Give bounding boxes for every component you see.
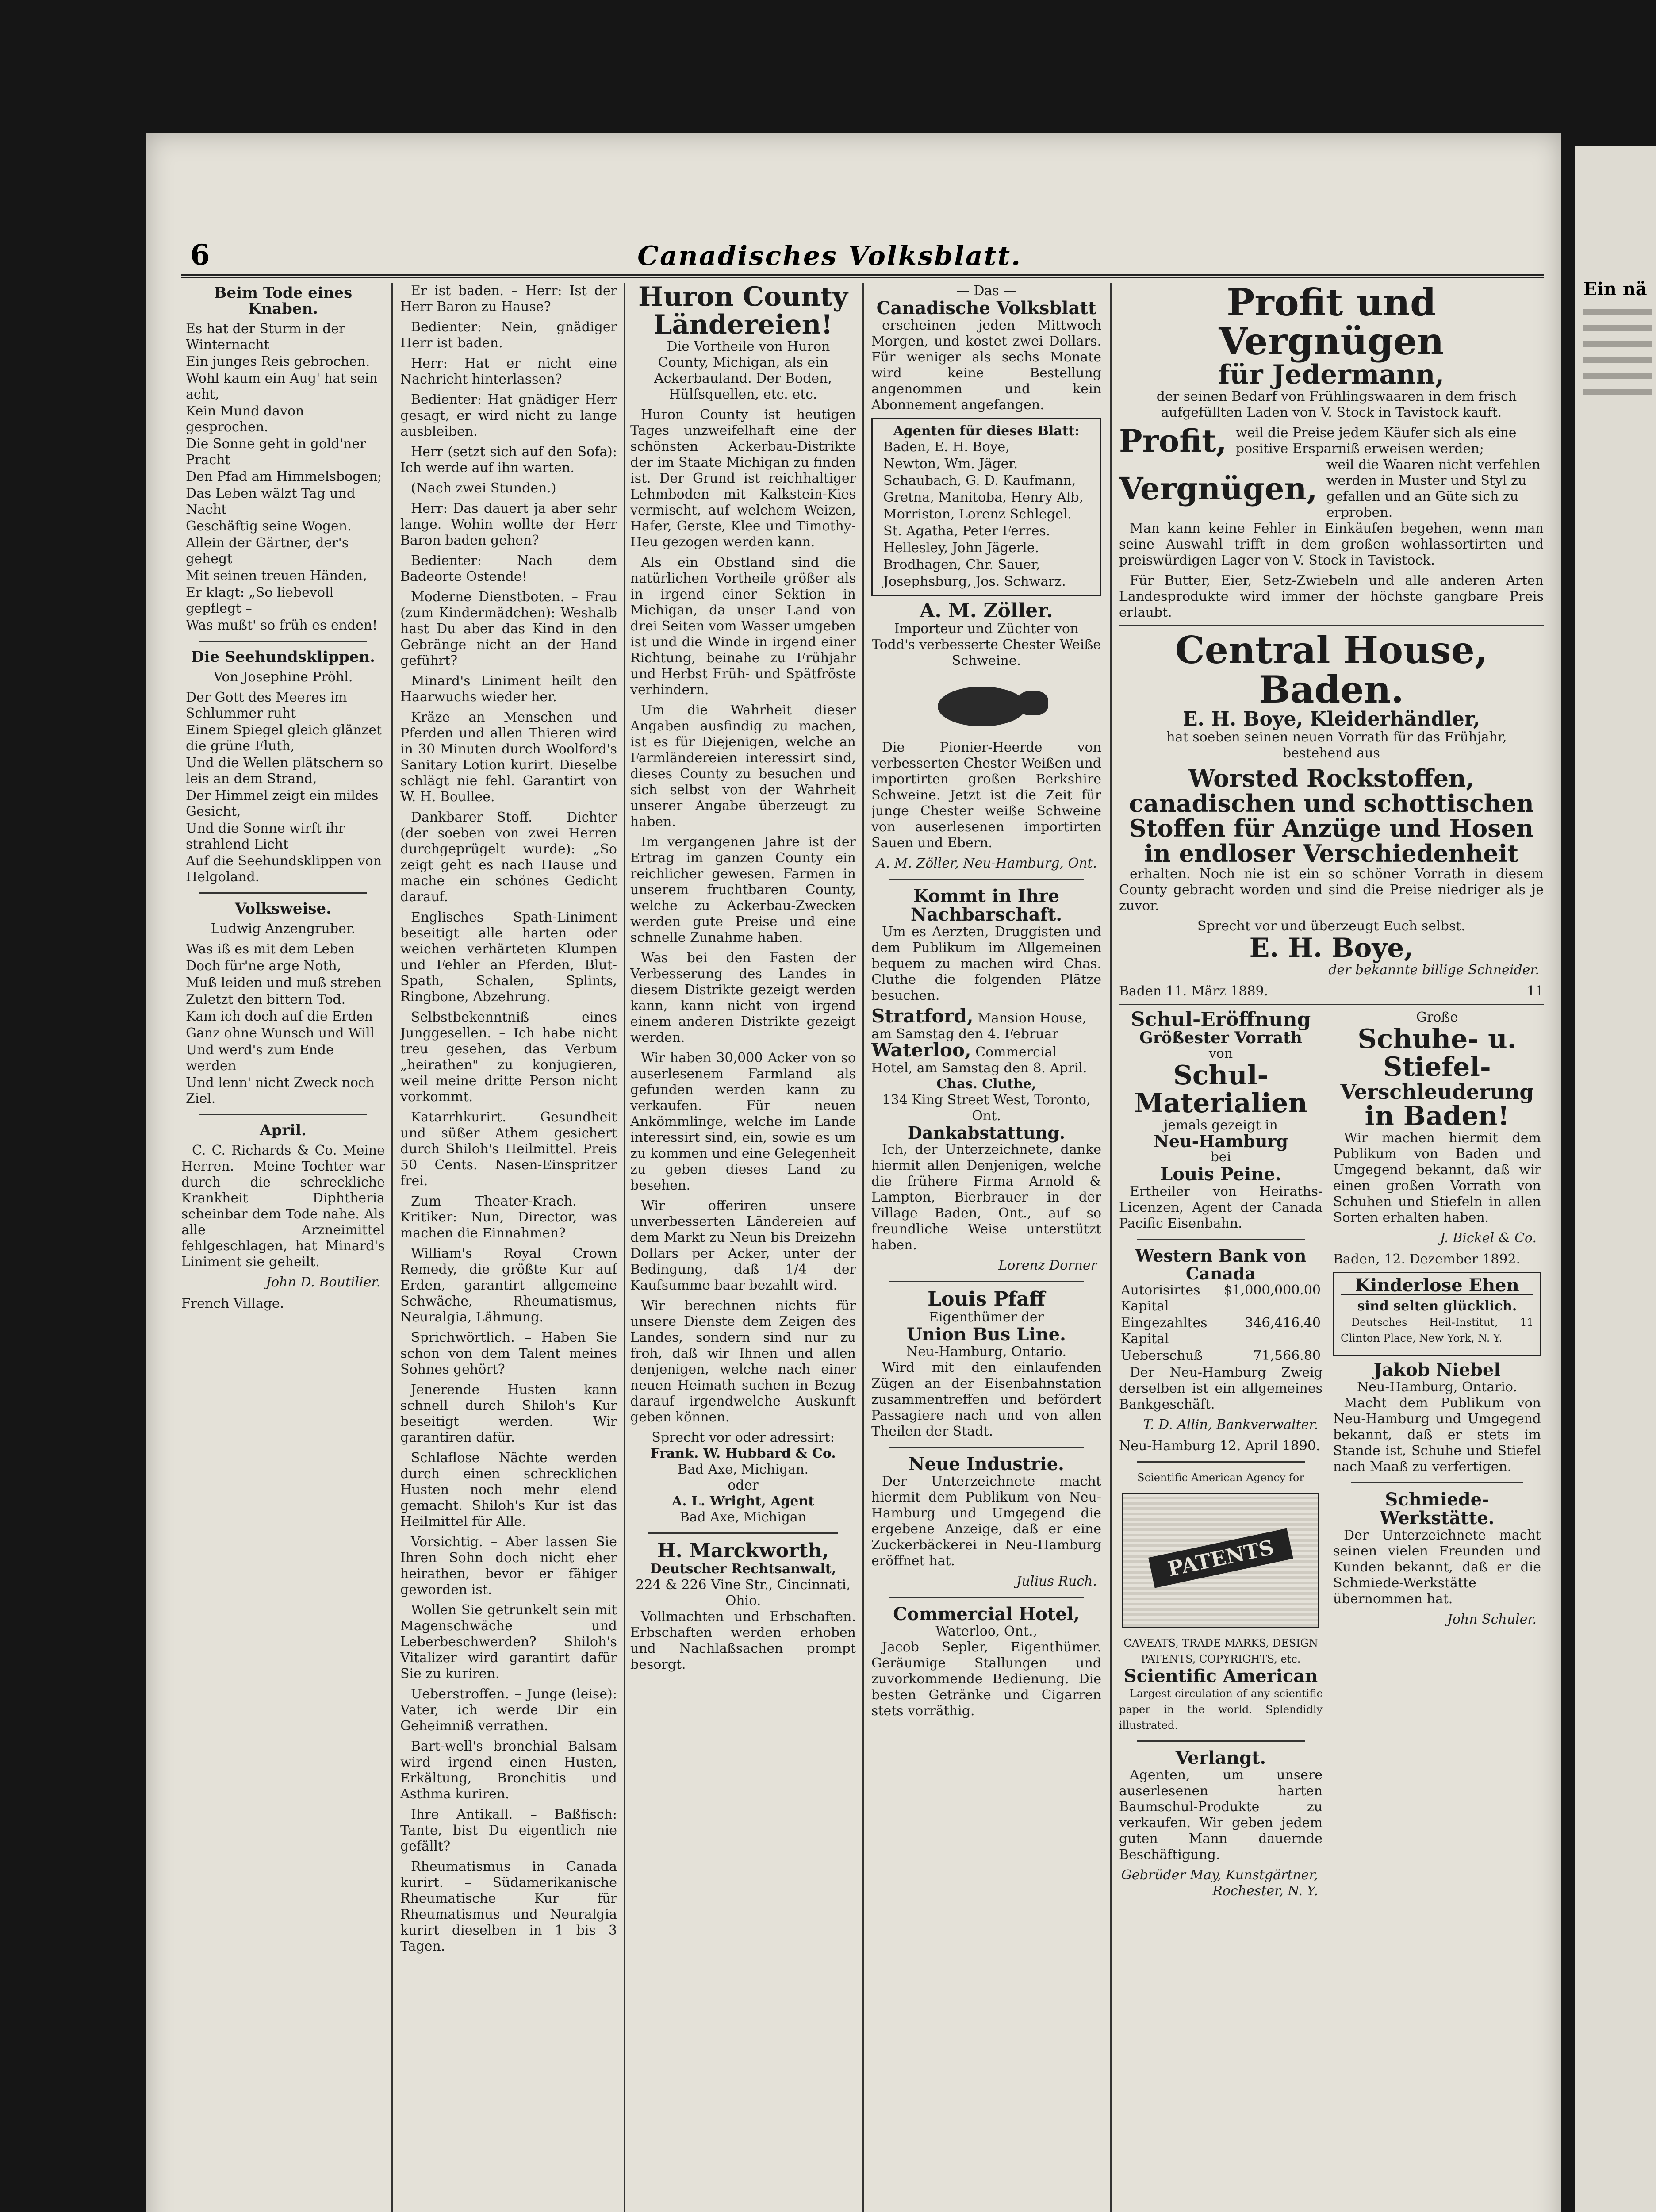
poem-line: Es hat der Sturm in der Winternacht	[186, 321, 345, 353]
commercial-sub: Waterloo, Ont.,	[935, 1624, 1038, 1640]
separator	[1119, 1004, 1544, 1005]
swine-illustration	[920, 673, 1053, 735]
bank-row-label: Ueberschuß	[1121, 1348, 1203, 1363]
poem-line: Ein junges Reis gebrochen.	[186, 354, 370, 369]
profit-intro: der seinen Bedarf von Frühlingswaaren in dem frisch aufgefüllten Laden von V. Stock in Tavistock kauft.	[1156, 389, 1517, 421]
poem-line: Allein der Gärtner, der's gehegt	[186, 535, 349, 567]
contact-name: Frank. W. Hubbard & Co.	[650, 1446, 836, 1461]
poem-title: Die Seehundsklippen.	[191, 648, 375, 666]
contact-intro: Sprecht vor oder adressirt:	[652, 1430, 835, 1445]
newspaper-page	[146, 133, 1561, 2212]
marckworth-sub: Deutscher Rechtsanwalt,	[650, 1561, 836, 1577]
patents-illustration	[1122, 1493, 1319, 1628]
lower-left-ads	[1119, 1010, 1322, 1905]
dialog-line: Bedienter: Hat gnädiger Herr gesagt, er wird nicht zu lange ausbleiben.	[400, 392, 617, 439]
pfaff-text: Wird mit den einlaufenden Zügen an der Eisenbahnstation zusammentreffen und befördert Passagiere nach und von allen Theilen der Stadt.	[871, 1360, 1101, 1440]
schuhe-date: Baden, 12. Dezember 1892.	[1333, 1251, 1521, 1267]
bank-row-amount: 71,566.80	[1253, 1348, 1321, 1363]
poem-line: Auf die Seehundsklippen von Helgoland.	[186, 853, 382, 885]
verschleuderung-title: Verschleuderung	[1340, 1079, 1534, 1104]
bank-row	[1121, 1315, 1321, 1347]
notice-text: C. C. Richards & Co. Meine Herren. – Meine Tochter war durch die schreckliche Krankheit Diphtheria scheinbar dem Tode nahe. Als alle Arzneimittel fehlgeschlagen, hat Minard's Liniment sie geheilt.	[181, 1143, 385, 1270]
zoller-text: Die Pionier-Heerde von verbesserten Chester Weißen und importirten großen Berkshire Schweine. Jetzt ist die Zeit für junge Chester weiße Schweine von auserlesenen importirten Sauen und Ebern.	[871, 740, 1101, 851]
poem-title: Volksweise.	[235, 900, 331, 918]
text-line	[1583, 325, 1652, 331]
text-line	[1583, 373, 1652, 379]
dialog-line: Herr (setzt sich auf den Sofa): Ich werde auf ihn warten.	[400, 444, 617, 476]
short-item: Katarrhkurirt. – Gesundheit und süßer Athem gesichert durch Shiloh's Heilmittel. Preis 50 Cents. Nasen-Einspritzer frei.	[400, 1110, 617, 1189]
waterloo-row	[871, 1039, 1101, 1076]
poem-line: Geschäftig seine Wogen.	[186, 518, 352, 534]
stratford-row	[871, 1005, 1101, 1042]
article-paragraph: Als ein Obstland sind die natürlichen Vortheile größer als in irgend einer Sektion in Michigan, da unser Land von drei Seiten vom Wasser umgeben ist und die Winde in irgend einer Richtung, beinahe zu Frühjahr und Herbst Früh- und Spätfröste verhindern.	[630, 555, 856, 698]
paper-name: Canadisches Volksblatt.	[637, 241, 1022, 272]
column-4	[871, 283, 1101, 2212]
page-number: 6	[190, 238, 210, 272]
agent-entry: Schaubach, G. D. Kaufmann,	[883, 473, 1076, 488]
poem-line: Kein Mund davon gesprochen.	[186, 403, 304, 435]
article-paragraph: Um die Wahrheit dieser Angaben ausfindig zu machen, ist es für Diejenigen, welche an Farmländereien interessirt sind, dieses County zu besuchen und sich selbst von der Wahrheit unserer Angabe überzeugt zu haben.	[630, 703, 856, 830]
text-line	[1583, 341, 1652, 347]
article-paragraph: Huron County ist heutigen Tages unzweifelhaft eine der schönsten Ackerbau-Distrikte der im Staate Michigan zu finden ist. Der Grund ist reichhaltiger Lehmboden mit Kalkstein-Kies vermischt, auf welchem Weizen, Hafer, Gerste, Klee und Timothy-Heu gezogen werden kann.	[630, 407, 856, 550]
bank-row	[1121, 1348, 1321, 1364]
cluthe-address: 134 King Street West, Toronto, Ont.	[882, 1092, 1091, 1124]
separator	[199, 641, 367, 642]
separator	[889, 1281, 1084, 1282]
agent-entry: Baden, E. H. Boye,	[883, 439, 1010, 455]
bank-date: Neu-Hamburg 12. April 1890.	[1119, 1438, 1320, 1454]
poem-line: Und die Sonne wirft ihr strahlend Licht	[186, 821, 345, 852]
schul-sub: Größester Vorrath	[1139, 1028, 1302, 1047]
column-rule	[624, 283, 625, 2212]
commercial-text: Jacob Sepler, Eigenthümer. Geräumige Stallungen und zuvorkommende Bedienung. Die besten Getränke und Cigarren stets vorräthig.	[871, 1640, 1101, 1719]
column-3	[630, 283, 856, 2212]
short-item: Wollen Sie getrunkelt sein mit Magenschwäche und Leberbeschwerden? Shiloh's Vitalizer wird garantirt dafür Sie zu kuriren.	[400, 1602, 617, 1682]
profit-butter: Für Butter, Eier, Setz-Zwiebeln und alle anderen Arten Landesprodukte wird immer der höchste gangbare Preis erlaubt.	[1119, 573, 1544, 621]
pfaff-title: Louis Pfaff	[928, 1288, 1045, 1311]
dialog-block	[400, 283, 617, 585]
schuhe-text: Wir machen hiermit dem Publikum von Baden und Umgegend bekannt, daß wir einen großen Vorrath von Schuhen und Stiefeln in allen Sorten erhalten haben.	[1333, 1130, 1541, 1225]
besuch-text: Um es Aerzten, Druggisten und dem Publikum im Allgemeinen bequem zu machen wird Chas. Cluthe die folgenden Plätze besuchen.	[871, 924, 1101, 1004]
commercial-title: Commercial Hotel,	[893, 1604, 1080, 1625]
next-page-edge	[1575, 146, 1656, 2212]
niebel-text: Macht dem Publikum von Neu-Hamburg und Umgegend bekannt, daß er stets im Stande ist, Schuhe und Stiefel nach Maaß zu verfertigen.	[1333, 1395, 1541, 1475]
zoller-signature: A. M. Zöller, Neu-Hamburg, Ont.	[876, 856, 1097, 872]
short-item: Vorsichtig. – Aber lassen Sie Ihren Sohn doch nicht eher heirathen, bevor er fähiger geworden ist.	[400, 1534, 617, 1598]
poem	[181, 321, 385, 634]
bank-row	[1121, 1283, 1321, 1314]
agents-box	[871, 418, 1101, 596]
masthead	[181, 234, 1544, 278]
bank-signature: T. D. Allin, Bankverwalter.	[1143, 1417, 1318, 1432]
short-item: Moderne Dienstboten. – Frau (zum Kindermädchen): Weshalb hast Du aber das Kind in den Gebränge nicht an der Hand geführt?	[400, 589, 617, 668]
bank-row-label: Autorisirtes Kapital	[1121, 1282, 1200, 1314]
next-page-fragment: Ein nä	[1583, 279, 1647, 300]
bank-table	[1119, 1283, 1322, 1364]
dialog-line: Herr: Hat er nicht eine Nachricht hinterlassen?	[400, 356, 617, 387]
poem-title: April.	[260, 1121, 307, 1139]
schul-materials: Schul-Materialien	[1134, 1060, 1307, 1119]
kinder-text: Deutsches Heil-Institut, 11 Clinton Place, New York, N. Y.	[1341, 1316, 1533, 1344]
poem-line: Muß leiden und muß streben	[186, 975, 382, 991]
lower-ads	[1119, 1010, 1544, 1905]
poem-line: Einem Spiegel gleich glänzet die grüne Fluth,	[186, 722, 382, 754]
contact-place: Bad Axe, Michigan.	[677, 1462, 809, 1477]
poem-line: Und lenn' nicht Zweck noch Ziel.	[186, 1075, 375, 1106]
central-date: Baden 11. März 1889.	[1119, 983, 1269, 999]
kinder-box	[1333, 1272, 1541, 1356]
separator	[1137, 1239, 1305, 1240]
vergnugen-text: weil die Waaren nicht verfehlen werden in Muster und Styl zu gefallen und an Güte sich zu erproben.	[1326, 457, 1541, 521]
separator	[648, 1532, 838, 1534]
schul-town: Neu-Hamburg	[1154, 1131, 1288, 1151]
schuhe-signature: J. Bickel & Co.	[1440, 1230, 1537, 1246]
article-paragraph: Im vergangenen Jahre ist der Ertrag im ganzen County ein reichlicher gewesen. Farmen in unserem fruchtbaren County, welche zu Ackerbau-Zwecken werden gute Preise und eine schnelle Zunahme haben.	[630, 834, 856, 945]
article-paragraph: Was bei den Fasten der Verbesserung des Landes in diesem Distrikte gezeigt werden kann, kann nicht von irgend einem anderen Distrikte gezeigt werden.	[630, 950, 856, 1045]
bank-title: Western Bank von Canada	[1135, 1245, 1307, 1283]
bank-row-amount: $1,000,000.00	[1223, 1282, 1321, 1298]
schul-bei: bei	[1210, 1149, 1231, 1165]
article-paragraph: Wir offeriren unsere unverbesserten Ländereien auf dem Markt zu Neun bis Dreizehn Dollars per Acker, unter der Bedingung, daß 1/4 der Kaufsumme baar bezahlt wird.	[630, 1198, 856, 1293]
poem-line: Wohl kaum ein Aug' hat sein acht,	[186, 371, 378, 402]
poem-line: Was iß es mit dem Leben	[186, 941, 355, 957]
huron-intro: Die Vortheile von Huron County, Michigan, als ein Ackerbauland. Der Boden, Hülfsquellen, etc. etc.	[654, 339, 832, 402]
column-rule	[862, 283, 864, 2212]
article-paragraph: Wir haben 30,000 Acker von so auserlesenem Farmland als gefunden werden kann zu verkaufen. Für neuen Ankömmlinge, welche im Lande interessirt sind, ein, sowie es um zu kommen und eine Gelegenheit zu geben dieses Land zu besehen.	[630, 1050, 856, 1193]
marckworth-text: Vollmachten und Erbschaften. Erbschaften werden erhoben und Nachlaßsachen prompt besorgt.	[630, 1609, 856, 1673]
separator	[199, 1114, 367, 1115]
pfaff-route: Neu-Hamburg, Ontario.	[906, 1344, 1066, 1360]
agent-entry: Brodhagen, Chr. Sauer,	[883, 557, 1040, 572]
column-2	[400, 283, 617, 2212]
short-item: Kräze an Menschen und Pferden und allen Thieren wird in 30 Minuten durch Woolford's Sanitary Lotion kurirt. Dieselbe schlägt nie fehl. Garantirt von W. H. Boullee.	[400, 710, 617, 805]
verlangt-signature: Gebrüder May, Kunstgärtner, Rochester, N. Y.	[1121, 1867, 1318, 1899]
short-item: Zum Theater-Krach. – Kritiker: Nun, Director, was machen die Einnahmen?	[400, 1194, 617, 1241]
stratford-detail: Mansion House, am Samstag den 4. Februar	[871, 1010, 1087, 1042]
short-item: Bart-well's bronchial Balsam wird irgend einen Husten, Erkältung, Bronchitis und Asthma kuriren.	[400, 1739, 617, 1802]
poem-line: Der Himmel zeigt ein mildes Gesicht,	[186, 788, 379, 819]
poem-author: Ludwig Anzengruber.	[211, 921, 356, 937]
contact-place: Bad Axe, Michigan	[679, 1509, 807, 1525]
separator	[199, 892, 367, 894]
separator	[1351, 1482, 1523, 1483]
marckworth-title: H. Marckworth,	[657, 1540, 829, 1562]
grosse-label: — Große —	[1399, 1009, 1476, 1025]
central-text: erhalten. Noch nie ist ein so schöner Vorrath in diesem County gebracht worden und sind die Preise niedriger als je zuvor.	[1119, 866, 1544, 914]
notice-signature: John D. Boutilier.	[266, 1275, 380, 1290]
poem-line: Zuletzt den bittern Tod.	[186, 992, 346, 1007]
zoller-sub: Importeur und Züchter von Todd's verbesserte Chester Weiße Schweine.	[871, 621, 1101, 669]
profit-subheadline: für Jedermann,	[1218, 359, 1445, 391]
poem-line: Das Leben wälzt Tag und Nacht	[186, 486, 356, 517]
besuch-title: Kommt in Ihre Nachbarschaft.	[910, 886, 1062, 926]
industrie-text: Der Unterzeichnete macht hiermit dem Publikum von Neu-Hamburg und Umgegend die ergebene Anzeige, daß er eine Zuckerbäckerei in Neu-Hamburg eröffnet hat.	[871, 1474, 1101, 1569]
verlangt-text: Agenten, um unsere auserlesenen harten Baumschul-Produkte zu verkaufen. Wir geben jedem guten Mann dauernde Beschäftigung.	[1119, 1767, 1322, 1863]
schmiede-signature: John Schuler.	[1447, 1611, 1537, 1627]
agent-entry: St. Agatha, Peter Ferres.	[883, 523, 1050, 539]
short-item: Dankbarer Stoff. – Dichter (der soeben von zwei Herren durchgeprügelt wurde): „So zeigt geht es nach Hause und mache ein schönes Gedicht darauf.	[400, 810, 617, 905]
dialog-line: Bedienter: Nein, gnädiger Herr ist baden.	[400, 319, 617, 351]
zoller-title: A. M. Zöller.	[920, 599, 1053, 622]
schul-place: jemals gezeigt in	[1164, 1117, 1278, 1133]
article-paragraph: Wir berechnen nichts für unsere Dienste dem Zeigen des Landes, sondern sind nur zu froh, daß wir Ihnen und allen denjenigen, welche nach einer neuen Heimath suchen in Bezug darauf irgendwelche Auskunft geben können.	[630, 1298, 856, 1425]
niebel-place: Neu-Hamburg, Ontario.	[1357, 1379, 1517, 1395]
agent-entry: Newton, Wm. Jäger.	[883, 456, 1018, 472]
waterloo-name: Waterloo,	[871, 1039, 971, 1061]
niebel-title: Jakob Niebel	[1373, 1359, 1501, 1380]
bank-text: Der Neu-Hamburg Zweig derselben ist ein allgemeines Bankgeschäft.	[1119, 1364, 1322, 1412]
profit-closing: Man kann keine Fehler in Einkäufen begehen, wenn man seine Auswahl trifft in dem großen wohlassortirten und preiswürdigen Lager von V. Stock in Tavistock.	[1119, 521, 1544, 568]
separator	[1119, 625, 1544, 626]
column-rule	[1110, 283, 1112, 2212]
central-owner: E. H. Boye, Kleiderhändler,	[1183, 707, 1480, 730]
industrie-title: Neue Industrie.	[908, 1454, 1064, 1475]
schul-text: Ertheiler von Heiraths-Licenzen, Agent der Canada Pacific Eisenbahn.	[1119, 1183, 1322, 1231]
poem-line: Was mußt' so früh es enden!	[186, 618, 378, 633]
poem-title: Beim Tode eines Knaben.	[214, 284, 353, 318]
profit-headline: Profit und Vergnügen	[1219, 283, 1444, 364]
dialog-line: Er ist baden. – Herr: Ist der Herr Baron zu Hause?	[400, 283, 617, 315]
central-headline: Central House, Baden.	[1175, 628, 1488, 711]
central-goods: Worsted Rockstoffen, canadischen und schottischen Stoffen für Anzüge und Hosen in endloser Verschiedenheit	[1129, 764, 1534, 868]
waterloo-detail: Commercial Hotel, am Samstag den 8. April.	[871, 1045, 1087, 1076]
verlangt-title: Verlangt.	[1175, 1747, 1266, 1768]
profit-row	[1119, 422, 1544, 460]
short-item: William's Royal Crown Remedy, die größte Kur auf Erden, garantirt allgemeine Schwäche, Rheumatismus, Neuralgia, Lähmung.	[400, 1246, 617, 1325]
short-item: Minard's Liniment heilt den Haarwuchs wieder her.	[400, 673, 617, 705]
poem-line: Den Pfad am Himmelsbogen;	[186, 469, 382, 484]
short-item: Rheumatismus in Canada kurirt. – Südamerikanische Rheumatische Kur für Rheumatismus und Neuralgia kurirt dieselben in 1 bis 3 Tagen.	[400, 1859, 617, 1954]
patents-label: PATENTS	[1148, 1528, 1293, 1588]
schul-von: von	[1208, 1045, 1233, 1061]
masthead-das: — Das —	[956, 283, 1017, 299]
agent-entry: Hellesley, John Jägerle.	[883, 540, 1039, 556]
vergnugen-row	[1119, 457, 1544, 521]
agents-list	[879, 439, 1094, 590]
agent-entry: Josephsburg, Jos. Schwarz.	[883, 574, 1066, 589]
poem-line: Ganz ohne Wunsch und Will	[186, 1025, 375, 1041]
dank-title: Dankabstattung.	[907, 1123, 1066, 1143]
schmiede-title: Schmiede-Werkstätte.	[1380, 1489, 1495, 1528]
column-5	[1119, 283, 1544, 2212]
separator	[1137, 1740, 1305, 1742]
poem	[181, 690, 385, 885]
schuhe-title: Schuhe- u. Stiefel-	[1357, 1023, 1517, 1083]
dank-signature: Lorenz Dorner	[998, 1258, 1097, 1274]
contact-name: A. L. Wright, Agent	[671, 1494, 815, 1509]
bank-row-amount: 346,416.40	[1245, 1315, 1321, 1331]
dialog-line: (Nach zwei Stunden.)	[411, 480, 556, 496]
schul-title: Schul-Eröffnung	[1131, 1008, 1311, 1031]
separator	[1137, 1461, 1305, 1463]
central-signature-sub: der bekannte billige Schneider.	[1328, 962, 1539, 978]
agents-title: Agenten für dieses Blatt:	[893, 423, 1080, 439]
poem-author: Von Josephine Pröhl.	[213, 669, 353, 685]
kinder-sub: sind selten glücklich.	[1357, 1298, 1517, 1314]
volksblatt-intro: erscheinen jeden Mittwoch Morgen, und kostet zwei Dollars. Für weniger als sechs Monate wird keine Bestellung angenommen und kein Abonnement angefangen.	[871, 318, 1101, 413]
separator	[889, 1597, 1084, 1598]
volksblatt-title: Canadische Volksblatt	[876, 298, 1096, 319]
patents-caption: CAVEATS, TRADE MARKS, DESIGN PATENTS, COPYRIGHTS, etc.	[1123, 1636, 1318, 1665]
separator	[889, 879, 1084, 880]
central-number: 11	[1526, 983, 1544, 999]
short-item: Selbstbekenntniß eines Junggesellen. – Ich habe nicht treu gesehen, das Verbum „heirathen" zu konjugieren, weil meine dritte Person nicht vorkommt.	[400, 1010, 617, 1105]
short-items	[400, 589, 617, 1955]
poem	[181, 941, 385, 1107]
poem-line: Er klagt: „So liebevoll gepflegt –	[186, 585, 334, 616]
poem-line: Doch für'ne arge Noth,	[186, 958, 341, 974]
poem-line: Mit seinen treuen Händen,	[186, 568, 367, 584]
kinder-title: Kinderlose Ehen	[1341, 1278, 1533, 1295]
sci-am-text: Largest circulation of any scientific paper in the world. Splendidly illustrated.	[1119, 1687, 1322, 1732]
notice-place: French Village.	[181, 1296, 284, 1311]
poem-line: Der Gott des Meeres im Schlummer ruht	[186, 690, 347, 721]
poem-line: Kam ich doch auf die Erden	[186, 1009, 373, 1024]
schmiede-text: Der Unterzeichnete macht seinen vielen Freunden und Kunden bekannt, daß er die Schmiede-Werkstätte übernommen hat.	[1333, 1527, 1541, 1607]
schul-name: Louis Peine.	[1160, 1164, 1281, 1185]
central-intro: hat soeben seinen neuen Vorrath für das Frühjahr, bestehend aus	[1166, 729, 1507, 761]
text-line	[1583, 309, 1652, 315]
central-date-row	[1119, 983, 1544, 999]
profit-text: weil die Preise jedem Käufer sich als eine positive Ersparniß erweisen werden;	[1235, 425, 1517, 457]
short-item: Schlaflose Nächte werden durch einen schrecklichen Husten noch mehr elend gemacht. Shiloh's Kur ist das Heilmittel für Alle.	[400, 1450, 617, 1529]
profit-word: Profit,	[1119, 422, 1227, 460]
short-item: Sprichwörtlich. – Haben Sie schon von dem Talent meines Sohnes gehört?	[400, 1330, 617, 1377]
pfaff-sub: Eigenthümer der	[929, 1310, 1044, 1325]
short-item: Jenerende Husten kann schnell durch Shiloh's Kur beseitigt werden. Wir garantiren dafür.	[400, 1382, 617, 1445]
in-baden: in Baden!	[1365, 1100, 1510, 1132]
agent-entry: Morriston, Lorenz Schlegel.	[883, 507, 1072, 522]
text-line	[1583, 357, 1652, 363]
central-call: Sprecht vor und überzeugt Euch selbst.	[1197, 918, 1465, 934]
cluthe-title: Chas. Cluthe,	[936, 1076, 1036, 1092]
pfaff-line: Union Bus Line.	[907, 1324, 1066, 1345]
huron-article	[630, 407, 856, 1425]
short-item: Ihre Antikall. – Baßfisch: Tante, bist Du eigentlich nie gefällt?	[400, 1807, 617, 1854]
short-item: Englisches Spath-Liniment beseitigt alle harten oder weichen verhärteten Klumpen und Fehler an Pferden, Blut-Spath, Schalen, Splints, Ringbone, Abzehrung.	[400, 910, 617, 1005]
agent-entry: Gretna, Manitoba, Henry Alb,	[883, 490, 1084, 505]
huron-headline: Huron County Ländereien!	[638, 283, 848, 340]
vergnugen-word: Vergnügen,	[1119, 470, 1318, 507]
bank-row-label: Eingezahltes Kapital	[1121, 1315, 1208, 1347]
poem-line: Und werd's zum Ende werden	[186, 1042, 334, 1074]
column-1	[181, 283, 385, 2212]
stratford-name: Stratford,	[871, 1005, 974, 1027]
poem-line: Und die Wellen plätschern so leis an dem Strand,	[186, 755, 383, 787]
central-signature: E. H. Boye,	[1249, 932, 1414, 964]
separator	[889, 1447, 1084, 1448]
short-item: Ueberstroffen. – Junge (leise): Vater, ich werde Dir ein Geheimniß verrathen.	[400, 1686, 617, 1734]
sci-am-title: Scientific American	[1123, 1665, 1318, 1686]
marckworth-address: 224 & 226 Vine Str., Cincinnati, Ohio.	[636, 1577, 851, 1609]
industrie-signature: Julius Ruch.	[1016, 1574, 1097, 1590]
lower-right-ads	[1333, 1010, 1541, 1905]
dialog-line: Herr: Das dauert ja aber sehr lange. Wohin wollte der Herr Baron baden gehen?	[400, 501, 617, 548]
patents-header: Scientific American Agency for	[1137, 1471, 1304, 1484]
contact-or: oder	[728, 1478, 759, 1493]
text-line	[1583, 389, 1652, 395]
column-rule	[391, 283, 393, 2212]
poem-line: Die Sonne geht in gold'ner Pracht	[186, 436, 366, 468]
dialog-line: Bedienter: Nach dem Badeorte Ostende!	[400, 553, 617, 584]
dank-text: Ich, der Unterzeichnete, danke hiermit allen Denjenigen, welche die frühere Firma Arnold & Lampton, Bierbrauer in der Village Baden, Ont., auf so freundliche Weise unterstützt haben.	[871, 1142, 1101, 1253]
